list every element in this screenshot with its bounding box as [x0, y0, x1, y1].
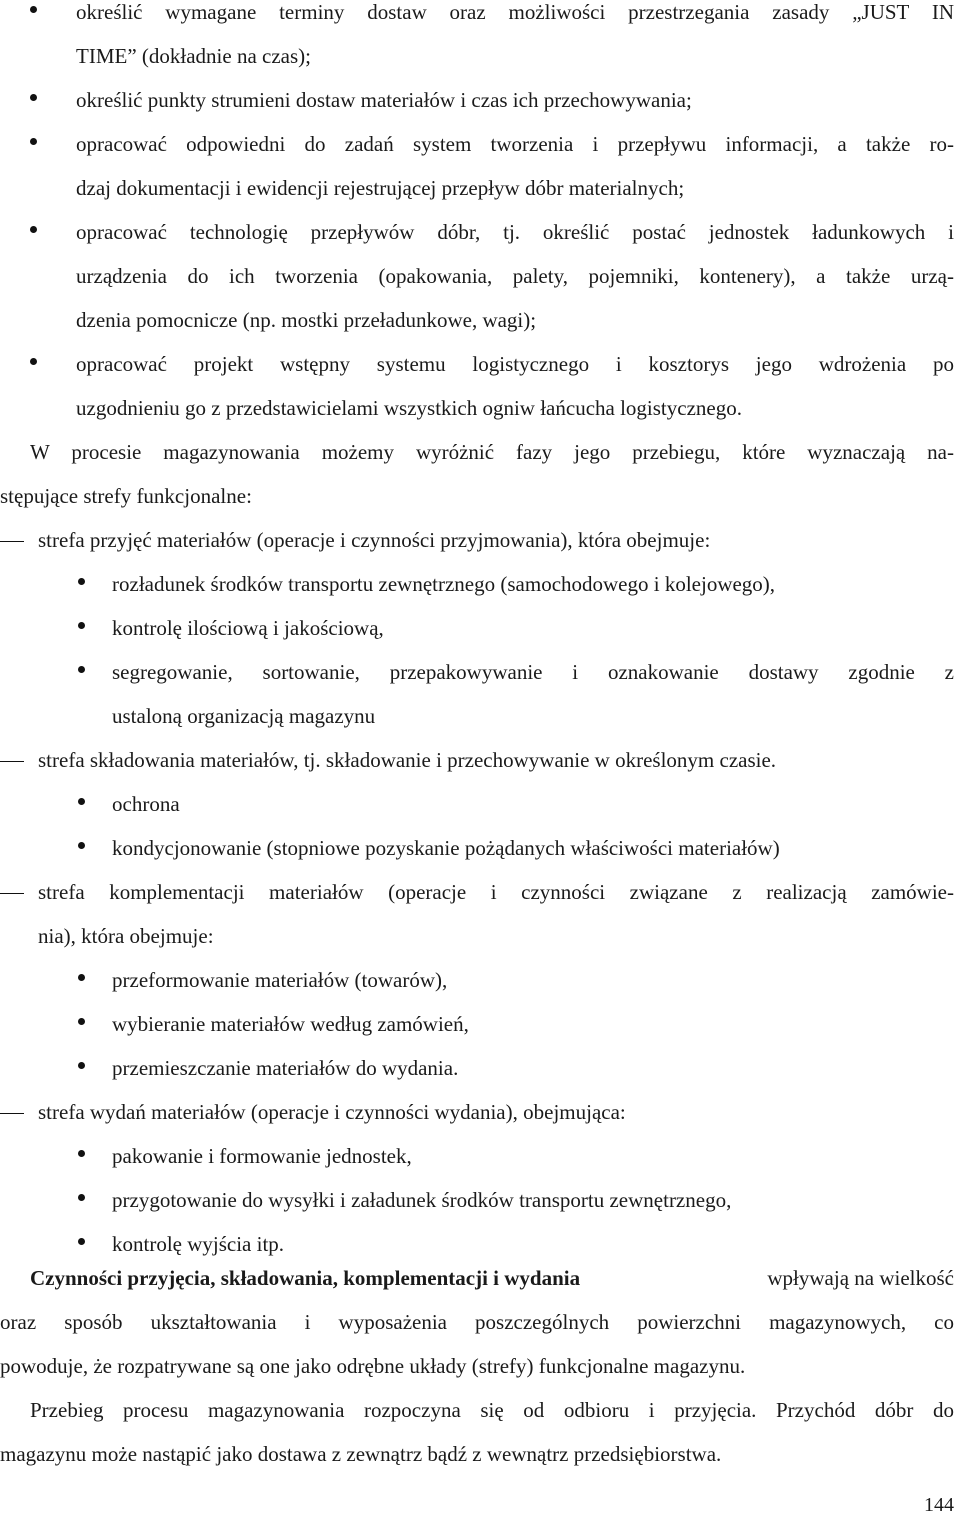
- zone-item-line: przeformowanie materiałów (towarów),: [112, 968, 448, 992]
- bullet-icon: [30, 6, 37, 13]
- list-item-line: TIME” (dokładnie na czas);: [76, 44, 311, 68]
- bullet-icon: [30, 226, 37, 233]
- bullet-icon: [78, 1150, 85, 1157]
- bullet-icon: [78, 1194, 85, 1201]
- zone-item-line: kontrolę ilościową i jakościową,: [112, 616, 384, 640]
- zone-item-line: przygotowanie do wysyłki i załadunek środków transportu zewnętrznego,: [112, 1188, 732, 1212]
- bullet-icon: [78, 1062, 85, 1069]
- zone-item-line: pakowanie i formowanie jednostek,: [112, 1144, 412, 1168]
- paragraph-line: [30, 1268, 954, 1289]
- list-item-line: opracować odpowiedni do zadań system tworzenia i przepływu informacji, a także ro-: [76, 132, 954, 156]
- dash-marker: [0, 1113, 24, 1114]
- bullet-icon: [78, 578, 85, 585]
- summary-text: wpływają na wielkość: [762, 1266, 954, 1290]
- list-item-line: określić punkty strumieni dostaw materiałów i czas ich przechowywania;: [76, 88, 692, 112]
- bullet-icon: [78, 666, 85, 673]
- page-number: 144: [924, 1494, 954, 1516]
- bullet-icon: [78, 1238, 85, 1245]
- paragraph-line: stępujące strefy funkcjonalne:: [0, 484, 252, 508]
- dash-marker: [0, 893, 24, 894]
- zone-item-line: przemieszczanie materiałów do wydania.: [112, 1056, 459, 1080]
- zone-heading: strefa składowania materiałów, tj. składowanie i przechowywanie w określonym czasie.: [38, 748, 777, 772]
- zone-heading: nia), która obejmuje:: [38, 924, 214, 948]
- bullet-icon: [78, 1018, 85, 1025]
- paragraph-line: Przebieg procesu magazynowania rozpoczyna się od odbioru i przyjęcia. Przychód dóbr do: [30, 1398, 954, 1422]
- list-item-line: opracować projekt wstępny systemu logistycznego i kosztorys jego wdrożenia po: [76, 352, 954, 376]
- paragraph-line: powoduje, że rozpatrywane są one jako odrębne układy (strefy) funkcjonalne magazynu.: [0, 1354, 746, 1378]
- zone-item-line: wybieranie materiałów według zamówień,: [112, 1012, 469, 1036]
- list-item-line: dzenia pomocnicze (np. mostki przeładunkowe, wagi);: [76, 308, 537, 332]
- bullet-icon: [78, 974, 85, 981]
- zone-heading: strefa przyjęć materiałów (operacje i czynności przyjmowania), która obejmuje:: [38, 528, 711, 552]
- zone-item-line: rozładunek środków transportu zewnętrznego (samochodowego i kolejowego),: [112, 572, 776, 596]
- bullet-icon: [78, 842, 85, 849]
- list-item-line: uzgodnieniu go z przedstawicielami wszystkich ogniw łańcucha logistycznego.: [76, 396, 742, 420]
- list-item-line: dzaj dokumentacji i ewidencji rejestrującej przepływ dóbr materialnych;: [76, 176, 685, 200]
- paragraph-line: magazynu może nastąpić jako dostawa z zewnątrz bądź z wewnątrz przedsiębiorstwa.: [0, 1442, 722, 1466]
- list-item-line: urządzenia do ich tworzenia (opakowania, palety, pojemniki, kontenery), a także urzą-: [76, 264, 954, 288]
- bullet-icon: [30, 138, 37, 145]
- zone-heading: strefa wydań materiałów (operacje i czynności wydania), obejmująca:: [38, 1100, 626, 1124]
- zone-item-line: segregowanie, sortowanie, przepakowywanie i oznakowanie dostawy zgodnie z: [112, 660, 954, 684]
- dash-marker: [0, 541, 24, 542]
- zone-item-line: kondycjonowanie (stopniowe pozyskanie pożądanych właściwości materiałów): [112, 836, 780, 860]
- bullet-icon: [30, 94, 37, 101]
- bullet-icon: [78, 622, 85, 629]
- bullet-icon: [30, 358, 37, 365]
- paragraph-line: W procesie magazynowania możemy wyróżnić fazy jego przebiegu, które wyznaczają na-: [30, 440, 954, 464]
- summary-bold-text: Czynności przyjęcia, składowania, komplementacji i wydania: [30, 1266, 581, 1290]
- zone-item-line: kontrolę wyjścia itp.: [112, 1232, 285, 1256]
- list-item-line: opracować technologię przepływów dóbr, tj. określić postać jednostek ładunkowych i: [76, 220, 954, 244]
- zone-item-line: ustaloną organizacją magazynu: [112, 704, 376, 728]
- bullet-icon: [78, 798, 85, 805]
- paragraph-line: oraz sposób ukształtowania i wyposażenia poszczególnych powierzchni magazynowych, co: [0, 1310, 954, 1334]
- zone-heading: strefa komplementacji materiałów (operacje i czynności związane z realizacją zamówie-: [38, 880, 954, 904]
- list-item-line: określić wymagane terminy dostaw oraz możliwości przestrzegania zasady „JUST IN: [76, 0, 954, 24]
- dash-marker: [0, 761, 24, 762]
- zone-item-line: ochrona: [112, 792, 180, 816]
